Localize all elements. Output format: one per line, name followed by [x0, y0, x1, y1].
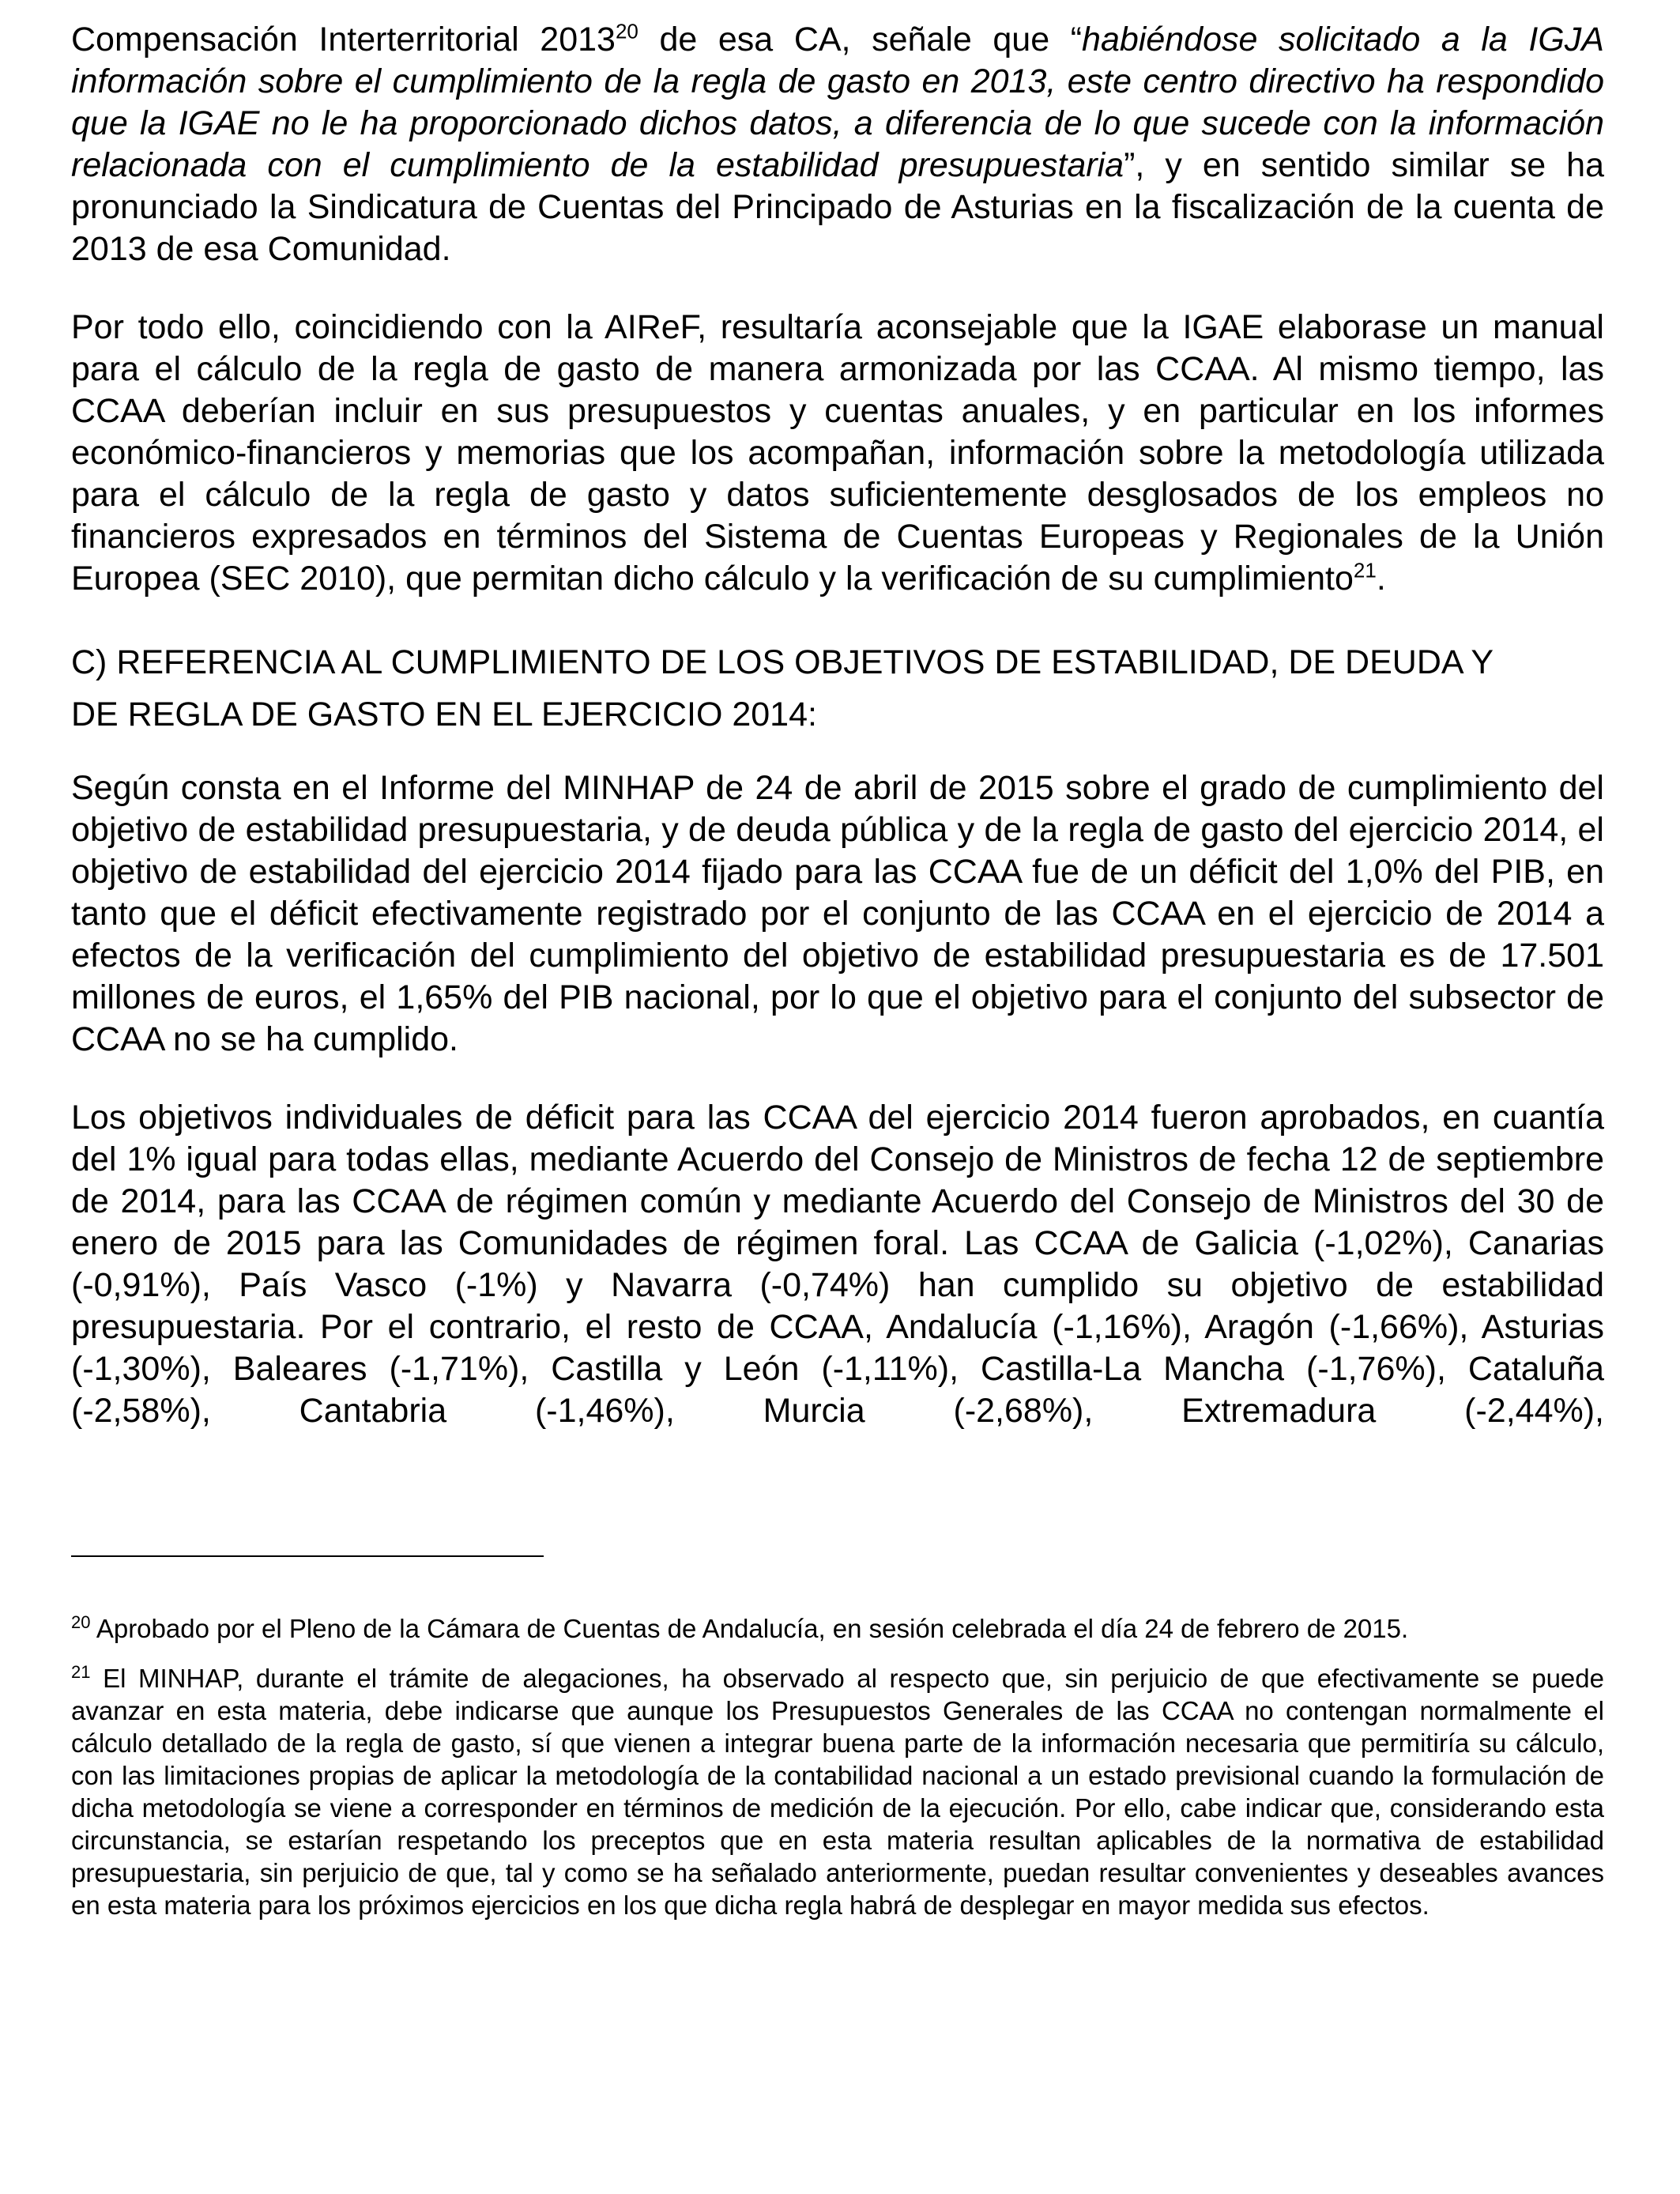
document-page — [71, 19, 1604, 1432]
footnote-ref-20[interactable]: 20 — [615, 19, 638, 43]
paragraph-2-text-a: Por todo ello, coincidiendo con la AIReF, resultaría aconsejable que la IGAE elaborase un manual para el cálculo de la regla de gasto de manera armonizada por las CCAA. Al mismo tiempo, las CCAA deberían incluir en sus presupuestos y cuentas anuales, y en particular en los informes económico-financieros y memorias que los acompañan, información sobre la metodología utilizada para el cálculo de la regla de gasto y datos suficientemente desglosados de los empleos no financieros expresados en términos del Sistema de Cuentas Europeas y Regionales de la Unión Europea (SEC 2010), que permitan dicho cálculo y la verificación de su cumplimiento — [71, 308, 1604, 598]
paragraph-1 — [71, 19, 1604, 270]
paragraph-1-quote: habiéndose solicitado a la IGJA información sobre el cumplimiento de la regla de gasto en 2013, este centro directivo ha respondido que la IGAE no le ha proporcionado dichos datos, a diferencia de lo que sucede con la información relacionada con el cumplimiento de la estabilidad presupuestaria — [71, 21, 1604, 184]
footnote-number-20: 20 — [71, 1612, 91, 1632]
footnote-ref-21[interactable]: 21 — [1353, 558, 1377, 582]
footnote-text-20: Aprobado por el Pleno de la Cámara de Cuentas de Andalucía, en sesión celebrada el día 24 de febrero de 2015. — [90, 1614, 1409, 1643]
section-heading — [71, 636, 1604, 741]
footnotes — [71, 1612, 1604, 1939]
paragraph-2 — [71, 307, 1604, 600]
section-heading-line-2: DE REGLA DE GASTO EN EL EJERCICIO 2014: — [71, 696, 817, 733]
paragraph-1-text-c: ”, y en sentido similar se ha pronunciado la Sindicatura de Cuentas del Principado de Asturias en la fiscalización de la cuenta de 2013 de esa Comunidad. — [71, 146, 1605, 268]
footnote-20 — [71, 1612, 1604, 1645]
paragraph-2-text-b: . — [1376, 560, 1386, 598]
paragraph-4: Los objetivos individuales de déficit para las CCAA del ejercicio 2014 fueron aprobados, en cuantía del 1% igual para todas ellas, mediante Acuerdo del Consejo de Ministros de fecha 12 de septiembre de 2014, para las CCAA de régimen común y mediante Acuerdo del Consejo de Ministros del 30 de enero de 2015 para las Comunidades de régimen foral. Las CCAA de Galicia (-1,02%), Canarias (-0,91%), País Vasco (-1%) y Navarra (-0,74%) han cumplido su objetivo de estabilidad presupuestaria. Por el contrario, el resto de CCAA, Andalucía (-1,16%), Aragón (-1,66%), Asturias (-1,30%), Baleares (-1,71%), Castilla y León (-1,11%), Castilla-La Mancha (-1,76%), Cataluña (-2,58%), Cantabria (-1,46%), Murcia (-2,68%), Extremadura (-2,44%), — [71, 1099, 1604, 1430]
paragraph-3: Según consta en el Informe del MINHAP de 24 de abril de 2015 sobre el grado de cumplimiento del objetivo de estabilidad presupuestaria, y de deuda pública y de la regla de gasto del ejercicio 2014, el objetivo de estabilidad del ejercicio 2014 fijado para las CCAA fue de un déficit del 1,0% del PIB, en tanto que el déficit efectivamente registrado por el conjunto de las CCAA en el ejercicio de 2014 a efectos de la verificación del cumplimiento del objetivo de estabilidad presupuestaria es de 17.501 millones de euros, el 1,65% del PIB nacional, por lo que el objetivo para el conjunto del subsector de CCAA no se ha cumplido. — [71, 769, 1604, 1058]
paragraph-1-text-a: Compensación Interterritorial 2013 — [71, 21, 616, 58]
footnote-text-21: El MINHAP, durante el trámite de alegaciones, ha observado al respecto que, sin perjuicio de que efectivamente se puede avanzar en esta materia, debe indicarse que aunque los Presupuestos Generales de las CCAA no contengan normalmente el cálculo detallado de la regla de gasto, sí que vienen a integrar buena parte de la información necesaria que permitiría su cálculo, con las limitaciones propias de aplicar la metodología de la contabilidad nacional a un estado previsional cuando la formulación de dicha metodología se viene a corresponder en términos de medición de la ejecución. Por ello, cabe indicar que, considerando esta circunstancia, se estarían respetando los preceptos que en esta materia resultan aplicables de la normativa de estabilidad presupuestaria, sin perjuicio de que, tal y como se ha señalado anteriormente, puedan resultar convenientes y deseables avances en esta materia para los próximos ejercicios en los que dicha regla habrá de desplegar en mayor medida sus efectos. — [71, 1664, 1604, 1920]
section-heading-line-1: C) REFERENCIA AL CUMPLIMIENTO DE LOS OBJETIVOS DE ESTABILIDAD, DE DEUDA Y — [71, 643, 1494, 681]
footnote-number-21: 21 — [71, 1662, 91, 1682]
footnote-separator — [71, 1555, 544, 1557]
paragraph-1-text-b: de esa CA, señale que “ — [638, 21, 1083, 58]
footnote-21 — [71, 1662, 1604, 1921]
